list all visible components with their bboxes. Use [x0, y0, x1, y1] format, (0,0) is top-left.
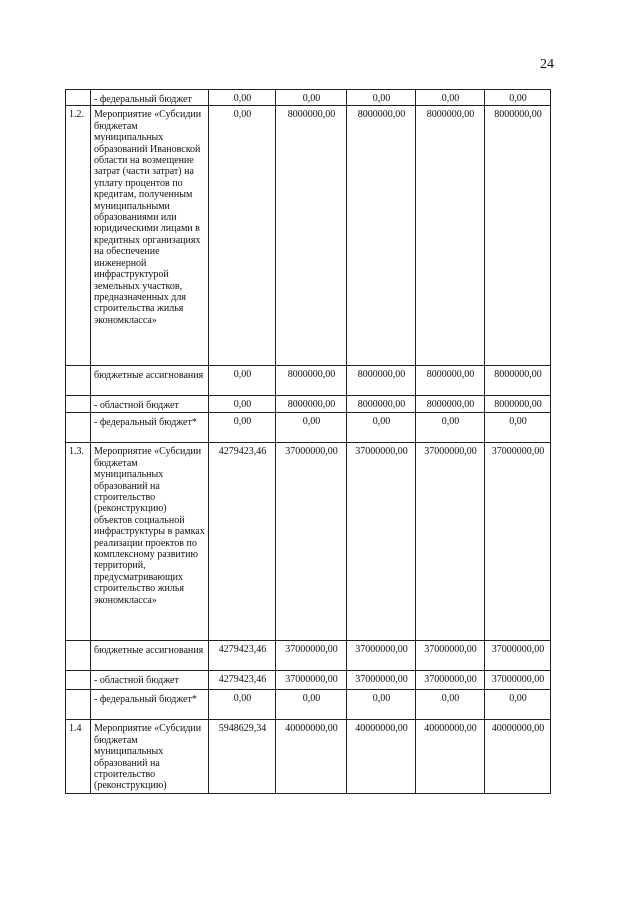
row-index	[66, 413, 91, 443]
row-description: Мероприятие «Субсидии бюджетам муниципальных образований на строительство (реконструкцию) объектов социальной инфраструктуры в рамках реализации проектов по комплексному развитию территорий, предусматривающих строительство жилья экономкласса»	[91, 443, 209, 641]
value-cell: 0,00	[347, 90, 416, 106]
value-cell: 37000000,00	[347, 443, 416, 641]
value-cell: 0,00	[209, 690, 276, 720]
table-row	[66, 366, 551, 396]
value-cell: 0,00	[416, 413, 485, 443]
value-cell: 40000000,00	[485, 720, 551, 794]
row-index: 1.2.	[66, 106, 91, 366]
value-cell: 37000000,00	[485, 443, 551, 641]
table-row	[66, 443, 551, 641]
value-cell: 0,00	[209, 396, 276, 413]
row-description: - областной бюджет	[91, 396, 209, 413]
value-cell: 0,00	[416, 690, 485, 720]
value-cell: 0,00	[276, 413, 347, 443]
value-cell: 8000000,00	[347, 396, 416, 413]
table-row	[66, 90, 551, 106]
value-cell: 8000000,00	[485, 366, 551, 396]
row-description: - областной бюджет	[91, 671, 209, 690]
value-cell: 4279423,46	[209, 671, 276, 690]
row-description: Мероприятие «Субсидии бюджетам муниципальных образований на строительство (реконструкцию)	[91, 720, 209, 794]
value-cell: 5948629,34	[209, 720, 276, 794]
value-cell: 8000000,00	[276, 396, 347, 413]
row-index	[66, 366, 91, 396]
table-row	[66, 720, 551, 794]
value-cell: 0,00	[485, 90, 551, 106]
value-cell: 8000000,00	[347, 106, 416, 366]
value-cell: 0,00	[209, 366, 276, 396]
row-index	[66, 396, 91, 413]
budget-table	[65, 89, 551, 794]
value-cell: 0,00	[276, 690, 347, 720]
value-cell: 40000000,00	[347, 720, 416, 794]
value-cell: 0,00	[416, 90, 485, 106]
value-cell: 37000000,00	[485, 641, 551, 671]
row-index: 1.4	[66, 720, 91, 794]
value-cell: 8000000,00	[276, 106, 347, 366]
value-cell: 4279423,46	[209, 641, 276, 671]
row-index: 1.3.	[66, 443, 91, 641]
value-cell: 8000000,00	[276, 366, 347, 396]
table-row	[66, 396, 551, 413]
value-cell: 8000000,00	[485, 396, 551, 413]
row-index	[66, 641, 91, 671]
value-cell: 0,00	[485, 690, 551, 720]
table-row	[66, 413, 551, 443]
row-index	[66, 690, 91, 720]
table-row	[66, 641, 551, 671]
value-cell: 37000000,00	[416, 671, 485, 690]
value-cell: 0,00	[347, 690, 416, 720]
page-number: 24	[540, 57, 554, 72]
value-cell: 0,00	[209, 413, 276, 443]
row-description: - федеральный бюджет*	[91, 413, 209, 443]
value-cell: 37000000,00	[485, 671, 551, 690]
value-cell: 8000000,00	[485, 106, 551, 366]
row-description: Мероприятие «Субсидии бюджетам муниципальных образований Ивановской области на возмещение затрат (части затрат) на уплату процентов по кредитам, полученным муниципальными образованиями или юридическими лицами в кредитных организациях на обеспечение инженерной инфраструктурой земельных участков, предназначенных для строительства жилья экономкласса»	[91, 106, 209, 366]
value-cell: 0,00	[347, 413, 416, 443]
row-description: бюджетные ассигнования	[91, 641, 209, 671]
value-cell: 37000000,00	[416, 641, 485, 671]
value-cell: 40000000,00	[276, 720, 347, 794]
row-index	[66, 671, 91, 690]
value-cell: 8000000,00	[416, 106, 485, 366]
value-cell: 8000000,00	[416, 366, 485, 396]
row-index	[66, 90, 91, 106]
table-row	[66, 690, 551, 720]
value-cell: 37000000,00	[276, 443, 347, 641]
value-cell: 0,00	[276, 90, 347, 106]
value-cell: 0,00	[209, 106, 276, 366]
value-cell: 8000000,00	[347, 366, 416, 396]
row-description: бюджетные ассигнования	[91, 366, 209, 396]
table-row	[66, 671, 551, 690]
value-cell: 8000000,00	[416, 396, 485, 413]
value-cell: 37000000,00	[347, 641, 416, 671]
value-cell: 37000000,00	[276, 641, 347, 671]
value-cell: 37000000,00	[416, 443, 485, 641]
table-row	[66, 106, 551, 366]
value-cell: 0,00	[485, 413, 551, 443]
row-description: - федеральный бюджет	[91, 90, 209, 106]
value-cell: 37000000,00	[276, 671, 347, 690]
value-cell: 40000000,00	[416, 720, 485, 794]
value-cell: 37000000,00	[347, 671, 416, 690]
row-description: - федеральный бюджет*	[91, 690, 209, 720]
value-cell: 0,00	[209, 90, 276, 106]
value-cell: 4279423,46	[209, 443, 276, 641]
